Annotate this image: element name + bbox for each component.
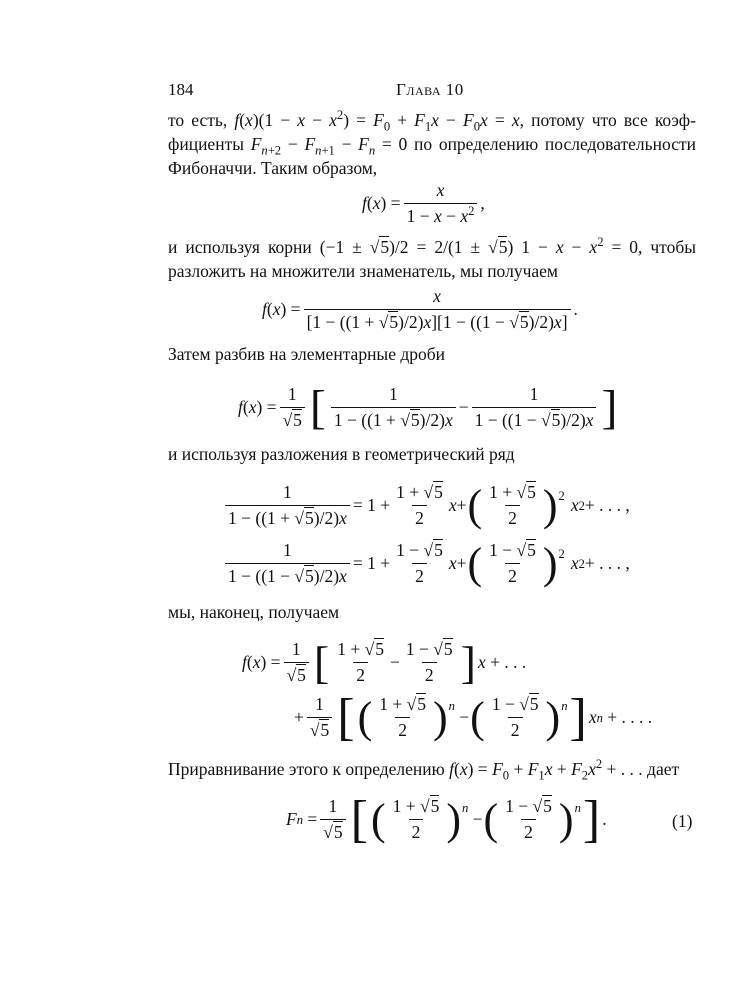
equation-4a: $\frac{1}{1 - ((1 + √5)/2)x}$ = 1 + $\frac{1 + √5}{2}$ x + ( $\frac{1 + √5}{2}$ ) $^2$ x 2 + . . . , [222,480,630,531]
equation-4b: $\frac{1}{1 - ((1 - √5)/2)x}$ = 1 + $\frac{1 - √5}{2}$ x + ( $\frac{1 - √5}{2}$ ) $^2$ x 2 + . . . , [222,538,630,589]
paragraph-5: мы, наконец, получаем [168,602,340,622]
text: то есть, [168,110,235,130]
paragraph-1: то есть, $f(x)(1 - x - x^2) = F_0 + F_1x - F_0x = x$, потому что все коэф-фициенты $F_{n+2} - F_{n+1} - F_n = 0$ по определению последовательности Фибоначчи. Таким образом, [168,108,696,178]
equation-2: f ( x ) = $\frac{x}{[1 - ((1 + √5)/2)x][1 - ((1 - √5)/2)x]}$ . [262,286,578,332]
paragraph-3: Затем разбив на элементарные дроби [168,344,446,364]
equation-5a: f ( x ) = $\frac{1}{√5}$ [ $\frac{1 + √5}{2}$ − $\frac{1 - √5}{2}$ ] x + . . . [242,637,527,688]
equation-1: f ( x ) = $\frac{x}{1 - x - x^2}$ , [362,180,485,226]
equation-3: f ( x ) = $\frac{1}{√5}$ [ $\frac{1}{1 - ((1 + √5)/2)x}$ − $\frac{1}{1 - ((1 - √5)/2)x}$ ] [238,381,618,434]
paragraph-6: Приравнивание этого к определению $f(x) = F_0 + F_1x + F_2x^2$ + . . . дает [168,757,680,783]
paragraph-4: и используя разложения в геометрический ряд [168,444,515,464]
equation-number: (1) [672,811,693,831]
page-number: 184 [168,80,194,99]
equation-6: F n = $\frac{1}{√5}$ [ ( $\frac{1 + √5}{2}$ ) $^n$ − ( $\frac{1 - √5}{2}$ ) $^n$ ] . [286,791,607,848]
equation-5b: + $\frac{1}{√5}$ [ ( $\frac{1 + √5}{2}$ ) $^n$ − ( $\frac{1 - √5}{2}$ ) $^n$ ] x n + . . . . [294,689,653,746]
chapter-title: Глава 10 [396,80,464,99]
paragraph-2: и используя корни (−1 ± √5)/2 = 2/(1 ± √5) $1 - x - x^2 = 0$, чтобы разложить на множители знаменатель, мы получаем [168,235,697,281]
formula: f [234,110,240,130]
